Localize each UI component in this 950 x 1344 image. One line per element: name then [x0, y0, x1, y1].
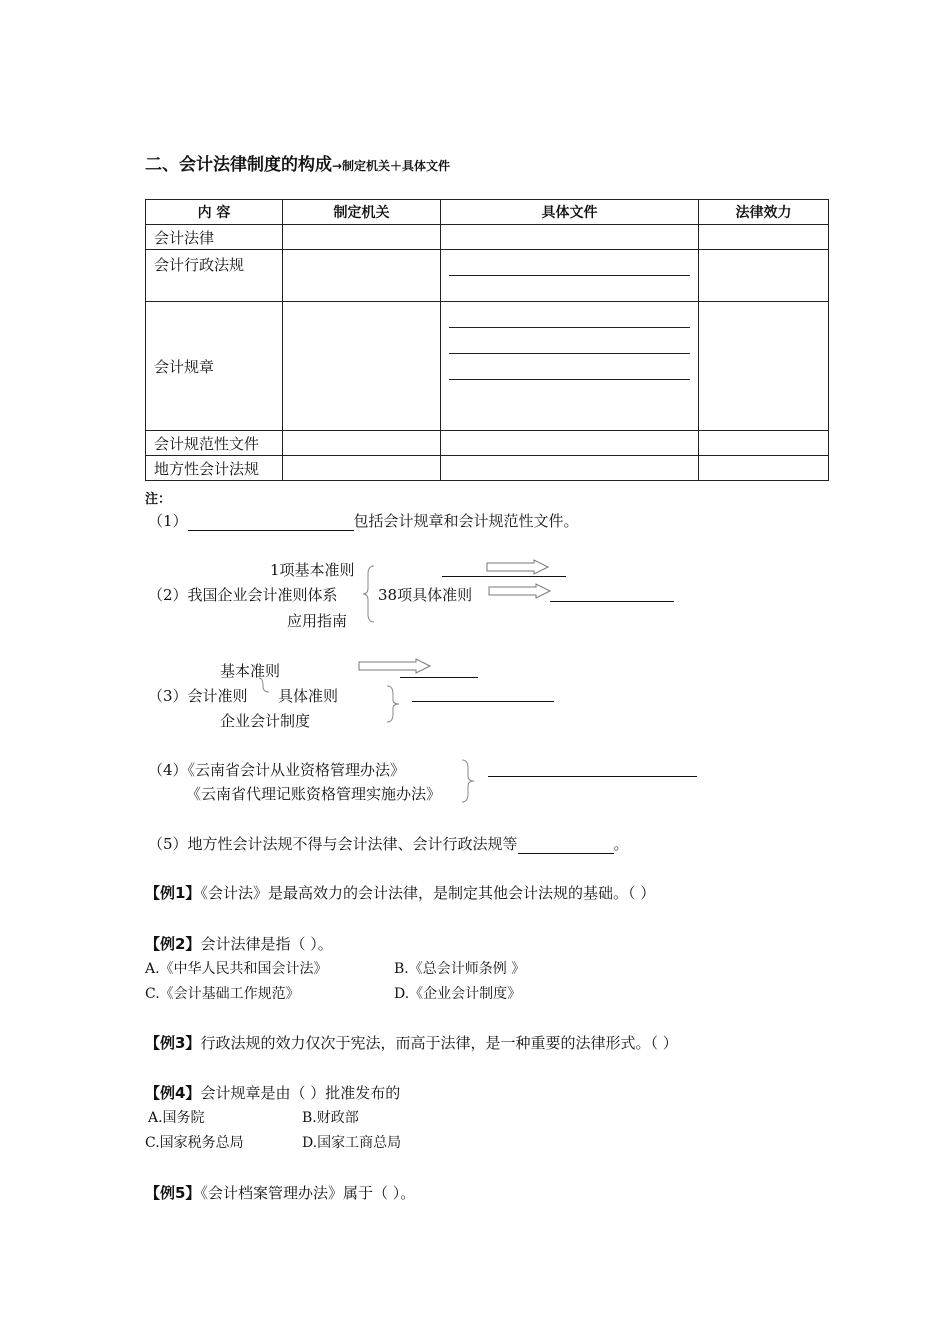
example-text: 《会计档案管理办法》属于（ ）。: [200, 1184, 416, 1202]
fill-blank[interactable]: [518, 837, 614, 854]
fill-blank[interactable]: [550, 585, 674, 602]
table-cell: [699, 225, 829, 250]
row-label: 会计行政法规: [146, 250, 283, 302]
table-cell: [699, 250, 829, 302]
example-text: 行政法规的效力仅次于宪法，而高于法律，是一种重要的法律形式。（ ）: [200, 1034, 678, 1052]
n3-label: （3）会计准则: [148, 687, 248, 705]
table-cell: [699, 302, 829, 431]
table-cell: [441, 225, 699, 250]
n4-line-2: 《云南省代理记账资格管理实施办法》: [186, 785, 442, 803]
brace-icon: [385, 684, 401, 724]
table-cell: [283, 431, 441, 456]
brace-icon: [257, 676, 271, 704]
option-d: D.国家工商总局: [302, 1135, 402, 1151]
brace-icon: [460, 758, 476, 804]
table-row: [146, 431, 829, 456]
option-d: D.《企业会计制度》: [394, 986, 522, 1002]
title-main: 二、会计法律制度的构成: [145, 155, 332, 175]
row-label: 会计法律: [146, 225, 283, 250]
table-cell-stack: [441, 302, 699, 431]
example-2: [145, 933, 333, 954]
n2-item-basic: 1项基本准则: [270, 561, 355, 579]
n2-item-specific: 38项具体准则: [378, 586, 473, 604]
table-cell: [699, 431, 829, 456]
table-header: 法律效力: [699, 200, 829, 225]
example-text: 《会计法》是最高效力的会计法律，是制定其他会计法规的基础。（ ）: [200, 884, 656, 902]
table-row: [146, 456, 829, 481]
fill-blank[interactable]: [488, 760, 697, 777]
table-row: [146, 302, 829, 431]
example-tag: 【例1】: [145, 884, 201, 902]
example-tag: 【例2】: [145, 935, 201, 953]
table-cell: [441, 431, 699, 456]
option-b: B.《总会计师条例 》: [394, 961, 526, 977]
structure-table: [145, 199, 829, 481]
row-label: 地方性会计法规: [146, 456, 283, 481]
fill-blank[interactable]: [188, 514, 354, 531]
option-a: A.国务院: [148, 1110, 205, 1126]
example-4: [145, 1082, 400, 1103]
note-5-end: 。: [613, 835, 629, 853]
table-header: 具体文件: [441, 200, 699, 225]
n2-label: （2）我国企业会计准则体系: [148, 586, 338, 604]
note-5: [148, 833, 629, 854]
n4-line-1: （4）《云南省会计从业资格管理办法》: [148, 761, 406, 779]
brace-icon: [362, 564, 376, 624]
example-1: [145, 882, 655, 903]
example-text: 会计规章是由（ ）批准发布的: [200, 1084, 401, 1102]
table-cell-stack: [441, 250, 699, 302]
table-cell: [283, 302, 441, 431]
n3-item-specific: 具体准则: [278, 687, 339, 705]
fill-blank[interactable]: [400, 661, 478, 678]
fill-blank[interactable]: [412, 685, 554, 702]
n3-item-system: 企业会计制度: [220, 712, 311, 730]
option-c: C.国家税务总局: [145, 1135, 244, 1151]
section-title: [145, 150, 450, 175]
example-3: [145, 1032, 678, 1053]
note-1: [148, 510, 579, 531]
example-text: 会计法律是指（ ）。: [200, 935, 333, 953]
table-header-row: [146, 200, 829, 225]
notes-label: 注：: [145, 492, 172, 507]
example-tag: 【例4】: [145, 1084, 201, 1102]
table-row: [146, 250, 829, 302]
table-cell: [283, 456, 441, 481]
arrow-right-icon: [488, 583, 552, 599]
table-cell: [283, 225, 441, 250]
table-cell: [699, 456, 829, 481]
fill-blank[interactable]: [442, 560, 566, 577]
note-1-suffix: 包括会计规章和会计规范性文件。: [353, 512, 579, 530]
table-cell: [283, 250, 441, 302]
table-header: 内 容: [146, 200, 283, 225]
example-tag: 【例5】: [145, 1184, 201, 1202]
example-tag: 【例3】: [145, 1034, 201, 1052]
table-row: [146, 225, 829, 250]
row-label: 会计规范性文件: [146, 431, 283, 456]
table-header: 制定机关: [283, 200, 441, 225]
example-5: [145, 1182, 415, 1203]
option-a: A.《中华人民共和国会计法》: [145, 961, 328, 977]
note-1-prefix: （1）: [148, 512, 188, 530]
title-sub: →制定机关＋具体文件: [332, 159, 451, 173]
note-5-text: （5）地方性会计法规不得与会计法律、会计行政法规等: [148, 835, 518, 853]
row-label: 会计规章: [146, 302, 283, 431]
option-b: B.财政部: [302, 1110, 359, 1126]
option-c: C.《会计基础工作规范》: [145, 986, 300, 1002]
n2-item-guide: 应用指南: [287, 612, 348, 630]
table-cell: [441, 456, 699, 481]
n3-item-basic: 基本准则: [220, 662, 281, 680]
